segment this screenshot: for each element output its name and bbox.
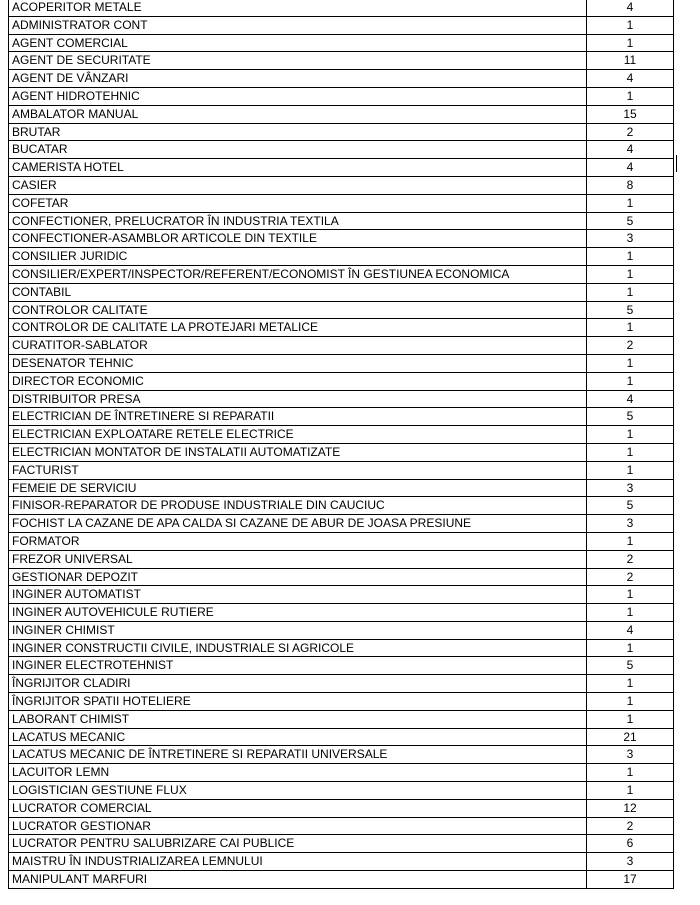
table-row bbox=[9, 301, 674, 319]
occupation-cell: ACOPERITOR METALE bbox=[9, 0, 587, 16]
occupation-cell: CONSILIER JURIDIC bbox=[9, 248, 587, 266]
vacancy-count-cell: 2 bbox=[587, 550, 674, 568]
vacancy-count-cell: 1 bbox=[587, 693, 674, 711]
occupation-cell: INGINER CHIMIST bbox=[9, 621, 587, 639]
table-row bbox=[9, 532, 674, 550]
vacancy-count-cell: 8 bbox=[587, 176, 674, 194]
vacancy-count-cell: 4 bbox=[587, 0, 674, 16]
vacancy-count-cell: 1 bbox=[587, 443, 674, 461]
occupation-cell: LUCRATOR GESTIONAR bbox=[9, 817, 587, 835]
occupation-cell: INGINER CONSTRUCTII CIVILE, INDUSTRIALE SI AGRICOLE bbox=[9, 639, 587, 657]
vacancy-count-cell: 4 bbox=[587, 141, 674, 159]
table-row bbox=[9, 799, 674, 817]
occupation-cell: LACUITOR LEMN bbox=[9, 764, 587, 782]
table-row bbox=[9, 0, 674, 16]
vacancy-count-cell: 1 bbox=[587, 283, 674, 301]
occupation-cell: LACATUS MECANIC bbox=[9, 728, 587, 746]
vacancy-count-cell: 4 bbox=[587, 159, 674, 177]
table-row bbox=[9, 141, 674, 159]
table-row bbox=[9, 728, 674, 746]
vacancy-count-cell: 5 bbox=[587, 212, 674, 230]
occupation-cell: INGINER AUTOVEHICULE RUTIERE bbox=[9, 604, 587, 622]
occupation-cell: CURATITOR-SABLATOR bbox=[9, 337, 587, 355]
occupation-cell: BUCATAR bbox=[9, 141, 587, 159]
vacancy-count-cell: 1 bbox=[587, 354, 674, 372]
occupation-cell: DISTRIBUITOR PRESA bbox=[9, 390, 587, 408]
vacancy-count-cell: 1 bbox=[587, 710, 674, 728]
occupation-cell: FINISOR-REPARATOR DE PRODUSE INDUSTRIALE DIN CAUCIUC bbox=[9, 497, 587, 515]
occupation-cell: ÎNGRIJITOR CLADIRI bbox=[9, 675, 587, 693]
vacancy-count-cell: 3 bbox=[587, 746, 674, 764]
vacancy-count-cell: 15 bbox=[587, 105, 674, 123]
table-row bbox=[9, 568, 674, 586]
table-row bbox=[9, 515, 674, 533]
table-row bbox=[9, 426, 674, 444]
occupation-cell: AGENT HIDROTEHNIC bbox=[9, 87, 587, 105]
vacancy-count-cell: 5 bbox=[587, 408, 674, 426]
occupation-cell: ELECTRICIAN MONTATOR DE INSTALATII AUTOMATIZATE bbox=[9, 443, 587, 461]
occupation-cell: BRUTAR bbox=[9, 123, 587, 141]
occupation-cell: CONFECTIONER, PRELUCRATOR ÎN INDUSTRIA TEXTILA bbox=[9, 212, 587, 230]
occupation-cell: DIRECTOR ECONOMIC bbox=[9, 372, 587, 390]
table-row bbox=[9, 835, 674, 853]
table-row bbox=[9, 16, 674, 34]
table-row bbox=[9, 693, 674, 711]
table-row bbox=[9, 764, 674, 782]
vacancy-count-cell: 4 bbox=[587, 70, 674, 88]
vacancy-count-cell: 4 bbox=[587, 621, 674, 639]
table-row bbox=[9, 70, 674, 88]
vacancy-count-cell: 1 bbox=[587, 265, 674, 283]
occupation-cell: ELECTRICIAN EXPLOATARE RETELE ELECTRICE bbox=[9, 426, 587, 444]
vacancy-count-cell: 1 bbox=[587, 639, 674, 657]
occupation-cell: CONTROLOR CALITATE bbox=[9, 301, 587, 319]
occupation-cell: CAMERISTA HOTEL bbox=[9, 159, 587, 177]
table-row bbox=[9, 639, 674, 657]
vacancy-count-cell: 21 bbox=[587, 728, 674, 746]
occupation-cell: FORMATOR bbox=[9, 532, 587, 550]
occupation-cell: FEMEIE DE SERVICIU bbox=[9, 479, 587, 497]
vacancies-table-body bbox=[9, 0, 674, 888]
table-row bbox=[9, 176, 674, 194]
occupation-cell: CONSILIER/EXPERT/INSPECTOR/REFERENT/ECONOMIST ÎN GESTIUNEA ECONOMICA bbox=[9, 265, 587, 283]
table-row bbox=[9, 675, 674, 693]
vacancy-count-cell: 1 bbox=[587, 319, 674, 337]
occupation-cell: MANIPULANT MARFURI bbox=[9, 871, 587, 889]
occupation-cell: LUCRATOR COMERCIAL bbox=[9, 799, 587, 817]
table-row bbox=[9, 657, 674, 675]
vacancy-count-cell: 2 bbox=[587, 817, 674, 835]
occupation-cell: CASIER bbox=[9, 176, 587, 194]
table-row bbox=[9, 871, 674, 889]
table-row bbox=[9, 265, 674, 283]
vacancy-count-cell: 1 bbox=[587, 16, 674, 34]
table-row bbox=[9, 212, 674, 230]
table-row bbox=[9, 319, 674, 337]
table-row bbox=[9, 354, 674, 372]
occupation-cell: ADMINISTRATOR CONT bbox=[9, 16, 587, 34]
vacancy-count-cell: 1 bbox=[587, 426, 674, 444]
table-row bbox=[9, 283, 674, 301]
table-row bbox=[9, 87, 674, 105]
table-row bbox=[9, 621, 674, 639]
vacancy-count-cell: 1 bbox=[587, 248, 674, 266]
table-row bbox=[9, 817, 674, 835]
vacancy-count-cell: 11 bbox=[587, 52, 674, 70]
table-row bbox=[9, 194, 674, 212]
occupation-cell: FACTURIST bbox=[9, 461, 587, 479]
edge-mark bbox=[676, 155, 677, 172]
table-row bbox=[9, 123, 674, 141]
table-row bbox=[9, 710, 674, 728]
occupation-cell: LOGISTICIAN GESTIUNE FLUX bbox=[9, 782, 587, 800]
occupation-cell: LABORANT CHIMIST bbox=[9, 710, 587, 728]
occupation-cell: INGINER ELECTROTEHNIST bbox=[9, 657, 587, 675]
table-row bbox=[9, 853, 674, 871]
table-row bbox=[9, 248, 674, 266]
vacancy-count-cell: 6 bbox=[587, 835, 674, 853]
vacancy-count-cell: 3 bbox=[587, 230, 674, 248]
occupation-cell: INGINER AUTOMATIST bbox=[9, 586, 587, 604]
occupation-cell: LUCRATOR PENTRU SALUBRIZARE CAI PUBLICE bbox=[9, 835, 587, 853]
occupation-cell: CONTABIL bbox=[9, 283, 587, 301]
vacancy-count-cell: 2 bbox=[587, 568, 674, 586]
table-row bbox=[9, 497, 674, 515]
occupation-cell: FOCHIST LA CAZANE DE APA CALDA SI CAZANE DE ABUR DE JOASA PRESIUNE bbox=[9, 515, 587, 533]
table-row bbox=[9, 479, 674, 497]
vacancy-count-cell: 1 bbox=[587, 532, 674, 550]
table-row bbox=[9, 604, 674, 622]
vacancy-count-cell: 5 bbox=[587, 301, 674, 319]
vacancy-count-cell: 3 bbox=[587, 479, 674, 497]
vacancy-count-cell: 1 bbox=[587, 87, 674, 105]
vacancy-count-cell: 3 bbox=[587, 853, 674, 871]
table-row bbox=[9, 337, 674, 355]
vacancy-count-cell: 1 bbox=[587, 194, 674, 212]
occupation-cell: AGENT DE SECURITATE bbox=[9, 52, 587, 70]
table-row bbox=[9, 461, 674, 479]
vacancy-count-cell: 1 bbox=[587, 34, 674, 52]
vacancy-count-cell: 1 bbox=[587, 461, 674, 479]
occupation-cell: AMBALATOR MANUAL bbox=[9, 105, 587, 123]
table-row bbox=[9, 586, 674, 604]
vacancy-count-cell: 5 bbox=[587, 497, 674, 515]
table-row bbox=[9, 550, 674, 568]
occupation-cell: AGENT DE VÂNZARI bbox=[9, 70, 587, 88]
vacancy-count-cell: 1 bbox=[587, 372, 674, 390]
occupation-cell: GESTIONAR DEPOZIT bbox=[9, 568, 587, 586]
table-row bbox=[9, 782, 674, 800]
occupation-cell: ÎNGRIJITOR SPATII HOTELIERE bbox=[9, 693, 587, 711]
vacancy-count-cell: 5 bbox=[587, 657, 674, 675]
occupation-cell: ELECTRICIAN DE ÎNTRETINERE SI REPARATII bbox=[9, 408, 587, 426]
table-row bbox=[9, 390, 674, 408]
occupation-cell: CONFECTIONER-ASAMBLOR ARTICOLE DIN TEXTILE bbox=[9, 230, 587, 248]
table-row bbox=[9, 372, 674, 390]
table-row bbox=[9, 34, 674, 52]
vacancies-table bbox=[8, 0, 674, 889]
occupation-cell: COFETAR bbox=[9, 194, 587, 212]
vacancy-count-cell: 3 bbox=[587, 515, 674, 533]
occupation-cell: FREZOR UNIVERSAL bbox=[9, 550, 587, 568]
vacancy-count-cell: 12 bbox=[587, 799, 674, 817]
vacancy-count-cell: 2 bbox=[587, 123, 674, 141]
vacancy-count-cell: 1 bbox=[587, 675, 674, 693]
vacancy-count-cell: 2 bbox=[587, 337, 674, 355]
table-row bbox=[9, 408, 674, 426]
occupation-cell: MAISTRU ÎN INDUSTRIALIZAREA LEMNULUI bbox=[9, 853, 587, 871]
vacancy-count-cell: 4 bbox=[587, 390, 674, 408]
vacancy-count-cell: 17 bbox=[587, 871, 674, 889]
occupation-cell: CONTROLOR DE CALITATE LA PROTEJARI METALICE bbox=[9, 319, 587, 337]
table-row bbox=[9, 105, 674, 123]
table-row bbox=[9, 159, 674, 177]
vacancy-count-cell: 1 bbox=[587, 782, 674, 800]
table-row bbox=[9, 746, 674, 764]
vacancy-count-cell: 1 bbox=[587, 604, 674, 622]
vacancy-count-cell: 1 bbox=[587, 764, 674, 782]
vacancy-count-cell: 1 bbox=[587, 586, 674, 604]
occupation-cell: AGENT COMERCIAL bbox=[9, 34, 587, 52]
table-row bbox=[9, 443, 674, 461]
table-row bbox=[9, 52, 674, 70]
occupation-cell: LACATUS MECANIC DE ÎNTRETINERE SI REPARATII UNIVERSALE bbox=[9, 746, 587, 764]
occupation-cell: DESENATOR TEHNIC bbox=[9, 354, 587, 372]
table-row bbox=[9, 230, 674, 248]
